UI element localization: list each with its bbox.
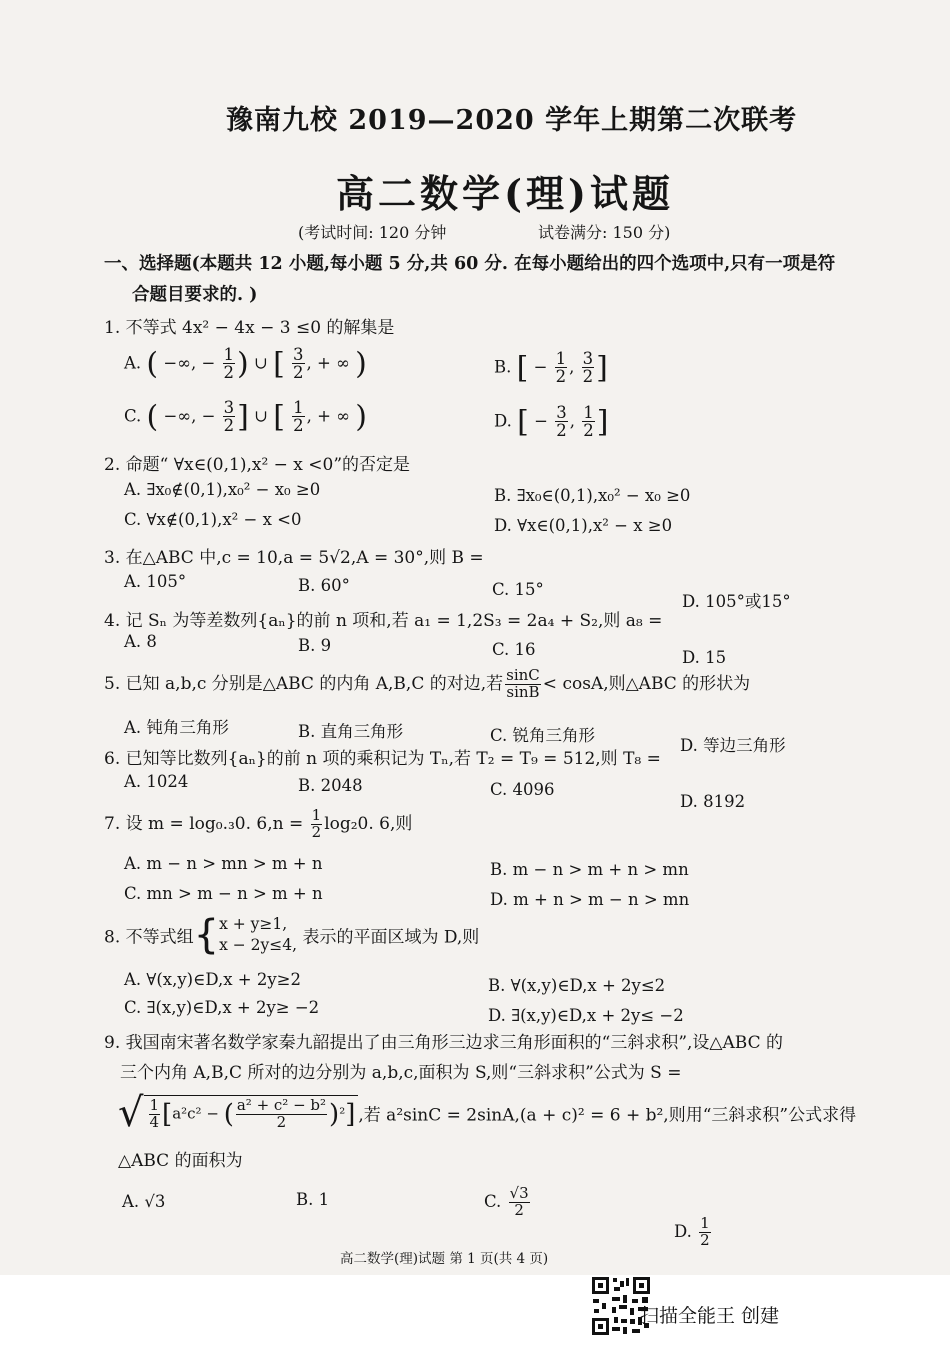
question-5-stem-tail: < cosA,则△ABC 的形状为: [542, 673, 751, 694]
question-4-option-a: A. 8: [124, 632, 157, 651]
question-6-option-d: D. 8192: [680, 792, 746, 811]
section-heading: 一、选择题(本题共 12 小题,每小题 5 分,共 60 分. 在每小题给出的四个选项中,只有一项是符: [104, 254, 836, 274]
question-7-option-b: B. m − n > m + n > mn: [490, 860, 689, 879]
page-title: 高二数学(理)试题: [336, 171, 674, 216]
question-1-option-a: A. ( −∞, − $\frac{1}{2}$ ) ∪ [ $\frac{3}{2}$ , + ∞ ): [124, 345, 367, 383]
question-8-option-a: A. ∀(x,y)∈D,x + 2y≥2: [124, 970, 301, 989]
question-1-option-c: C. ( −∞, − $\frac{3}{2}$ ] ∪ [ $\frac{1}{2}$ , + ∞ ): [124, 398, 367, 436]
question-4-option-c: C. 16: [492, 640, 536, 659]
option-label: D.: [494, 411, 512, 431]
full-score: 试卷满分: 150 分): [538, 223, 671, 242]
question-9-formula-line: [118, 1090, 856, 1138]
exam-time: (考试时间: 120 分钟: [298, 223, 447, 242]
page-footer: 高二数学(理)试题 第 1 页(共 4 页): [340, 1251, 549, 1267]
option-label: D.: [674, 1221, 692, 1241]
question-2-option-c: C. ∀x∉(0,1),x² − x <0: [124, 510, 302, 529]
question-2-option-a: A. ∃x₀∉(0,1),x₀² − x₀ ≥0: [124, 480, 321, 499]
question-5-stem: [104, 668, 750, 701]
question-7-option-a: A. m − n > mn > m + n: [124, 854, 323, 873]
question-4-stem: 4. 记 Sₙ 为等差数列{aₙ}的前 n 项和,若 a₁ = 1,2S₃ = 2a₄ + S₂,则 a₈ =: [104, 611, 663, 631]
question-7-option-c: C. mn > m − n > m + n: [124, 884, 323, 903]
scanner-watermark: 扫描全能王 创建: [640, 1305, 780, 1327]
question-9-option-c: C. $\frac{√3}{2}$: [484, 1184, 529, 1219]
option-label: C.: [124, 406, 142, 426]
question-3-option-c: C. 15°: [492, 580, 544, 599]
question-5-option-a: A. 钝角三角形: [124, 718, 229, 737]
question-6-option-b: B. 2048: [298, 776, 363, 795]
question-9-option-a: A. √3: [122, 1192, 166, 1211]
question-8-option-d: D. ∃(x,y)∈D,x + 2y≤ −2: [488, 1006, 684, 1025]
question-8-stem-text: 8. 不等式组: [104, 927, 194, 948]
question-9-option-b: B. 1: [296, 1190, 330, 1209]
question-1-option-d: D. [ − $\frac{3}{2}$ , $\frac{1}{2}$ ]: [494, 403, 609, 441]
question-3-stem: 3. 在△ABC 中,c = 10,a = 5√2,A = 30°,则 B =: [104, 548, 484, 568]
inequality-1: x + y≥1,: [219, 915, 288, 934]
question-5-stem-text: 5. 已知 a,b,c 分别是△ABC 的内角 A,B,C 的对边,若: [104, 673, 504, 694]
option-label: B.: [494, 357, 512, 377]
question-3-option-a: A. 105°: [124, 572, 187, 591]
question-1-stem: 1. 不等式 4x² − 4x − 3 ≤0 的解集是: [104, 318, 395, 338]
question-7-stem-text: 7. 设 m = log₀.₃0. 6,n =: [104, 813, 304, 834]
question-5-option-c: C. 锐角三角形: [490, 726, 596, 745]
question-7-stem-tail: log₂0. 6,则: [324, 813, 413, 834]
fraction-denominator: sinB: [506, 682, 540, 701]
inequality-2: x − 2y≤4,: [219, 936, 298, 954]
question-6-option-c: C. 4096: [490, 780, 555, 799]
question-8-option-b: B. ∀(x,y)∈D,x + 2y≤2: [488, 976, 666, 995]
question-6-option-a: A. 1024: [124, 772, 189, 791]
question-2-stem: 2. 命题“ ∀x∈(0,1),x² − x <0”的否定是: [104, 455, 411, 475]
question-9-line-3: ,若 a²sinC = 2sinA,(a + c)² = 6 + b²,则用“三斜求积”公式求得: [358, 1105, 857, 1126]
question-7-option-d: D. m + n > m − n > mn: [490, 890, 690, 909]
question-2-option-d: D. ∀x∈(0,1),x² − x ≥0: [494, 516, 673, 535]
section-heading-cont: 合题目要求的. ): [132, 285, 258, 305]
question-8-option-c: C. ∃(x,y)∈D,x + 2y≥ −2: [124, 998, 320, 1017]
option-label: A.: [124, 353, 142, 373]
question-8-stem-tail: 表示的平面区域为 D,则: [302, 927, 480, 948]
fraction-numerator: sinC: [506, 666, 540, 684]
question-2-option-b: B. ∃x₀∈(0,1),x₀² − x₀ ≥0: [494, 486, 691, 505]
inequality-system: [219, 914, 297, 956]
question-4-option-d: D. 15: [682, 648, 727, 667]
question-7-stem: 7. 设 m = log₀.₃0. 6,n = $\frac{1}{2}$ log₂0. 6,则: [104, 806, 413, 841]
question-9-line-2: 三个内角 A,B,C 所对的边分别为 a,b,c,面积为 S,则“三斜求积”公式为 S =: [120, 1063, 682, 1083]
question-4-option-b: B. 9: [298, 636, 332, 655]
question-5-option-b: B. 直角三角形: [298, 722, 404, 741]
exam-series-title: 豫南九校 2019—2020 学年上期第二次联考: [226, 105, 798, 136]
option-label: C.: [484, 1191, 502, 1211]
question-5-option-d: D. 等边三角形: [680, 736, 786, 755]
question-3-option-d: D. 105°或15°: [682, 592, 791, 611]
question-8-stem: 8. 不等式组{ x + y≥1, x − 2y≤4, 表示的平面区域为 D,则: [104, 912, 480, 958]
question-9-line-4: △ABC 的面积为: [118, 1151, 243, 1171]
question-6-stem: 6. 已知等比数列{aₙ}的前 n 项的乘积记为 Tₙ,若 T₂ = T₉ = 512,则 T₈ =: [104, 749, 661, 769]
question-1-option-b: B. [ − $\frac{1}{2}$ , $\frac{3}{2}$ ]: [494, 349, 608, 387]
question-3-option-b: B. 60°: [298, 576, 350, 595]
sqrt-formula: √ $\frac{1}{4}$ [a²c² − ( $\frac{\text{a² + c² − b²}}{2}$ )²]: [118, 1090, 358, 1136]
question-9-option-d: D. $\frac{1}{2}$: [674, 1214, 710, 1249]
question-9-line-1: 9. 我国南宋著名数学家秦九韶提出了由三角形三边求三角形面积的“三斜求积”,设△ABC 的: [104, 1033, 783, 1053]
